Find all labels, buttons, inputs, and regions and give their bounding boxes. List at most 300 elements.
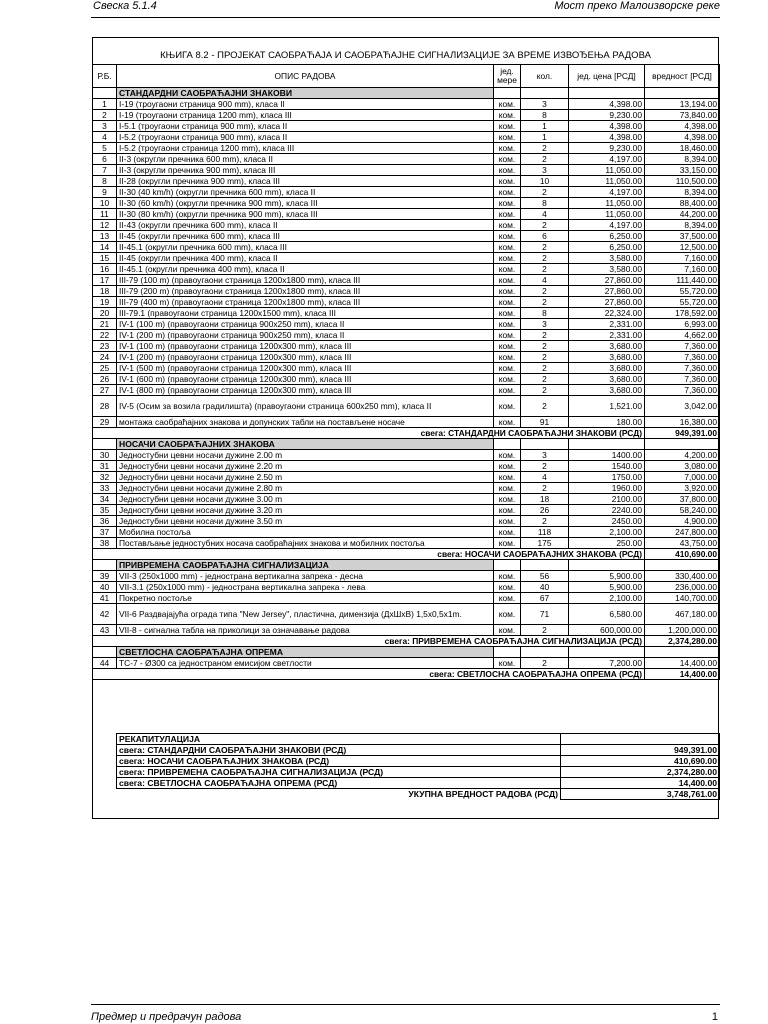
row-number: 41	[93, 593, 117, 604]
header-rule	[91, 17, 720, 18]
section-header-row	[93, 88, 720, 99]
row-quantity: 71	[521, 604, 569, 625]
row-quantity: 2	[521, 286, 569, 297]
section-title: НОСАЧИ САОБРАЋАЈНИХ ЗНАКОВА	[117, 439, 494, 450]
table-row	[93, 472, 720, 483]
section-sum-row	[93, 549, 720, 560]
row-number: 6	[93, 154, 117, 165]
row-description: VII-3 (250x1000 mm) - једнострана вертикална запрека - десна	[117, 571, 494, 582]
row-unit-price: 3,680.00	[569, 341, 645, 352]
row-unit-price: 250.00	[569, 538, 645, 549]
row-description: I-5.1 (троугаони страница 900 mm), класа II	[117, 121, 494, 132]
row-description: Једностубни цевни носачи дужине 2.50 m	[117, 472, 494, 483]
row-unit-price: 2450.00	[569, 516, 645, 527]
row-unit: ком.	[494, 385, 521, 396]
row-value: 3,042.00	[645, 396, 720, 417]
row-description: II-30 (40 km/h) (округли пречника 600 mm), класа II	[117, 187, 494, 198]
table-row	[93, 143, 720, 154]
recap-total-label: УКУПНА ВРЕДНОСТ РАДОВА (РСД)	[117, 789, 561, 800]
table-row	[93, 308, 720, 319]
row-value: 7,360.00	[645, 385, 720, 396]
row-description: Постављање једностубних носача саобраћајних знакова и мобилних постоља	[117, 538, 494, 549]
col-header-qty: кол.	[521, 65, 569, 88]
section-header-blank	[494, 560, 521, 571]
row-unit: ком.	[494, 352, 521, 363]
row-description: IV-1 (800 m) (правоугаони страница 1200x300 mm), класа III	[117, 385, 494, 396]
section-header-row	[93, 439, 720, 450]
row-unit: ком.	[494, 341, 521, 352]
row-quantity: 3	[521, 99, 569, 110]
row-description: III-79 (100 m) (правоугаони страница 1200x1800 mm), класа III	[117, 275, 494, 286]
row-quantity: 2	[521, 658, 569, 669]
row-unit: ком.	[494, 253, 521, 264]
table-row	[93, 582, 720, 593]
col-header-desc: ОПИС РАДОВА	[117, 65, 494, 88]
row-unit: ком.	[494, 286, 521, 297]
row-quantity: 2	[521, 352, 569, 363]
row-unit-price: 1540.00	[569, 461, 645, 472]
row-number: 26	[93, 374, 117, 385]
row-description: III-79 (200 m) (правоугаони страница 1200x1800 mm), класа III	[117, 286, 494, 297]
row-number: 43	[93, 625, 117, 636]
row-unit-price: 6,250.00	[569, 242, 645, 253]
table-row	[93, 319, 720, 330]
row-unit-price: 9,230.00	[569, 110, 645, 121]
row-value: 330,400.00	[645, 571, 720, 582]
row-value: 58,240.00	[645, 505, 720, 516]
row-unit-price: 11,050.00	[569, 198, 645, 209]
recap-value: 949,391.00	[561, 745, 720, 756]
row-quantity: 118	[521, 527, 569, 538]
row-value: 7,360.00	[645, 341, 720, 352]
row-number: 36	[93, 516, 117, 527]
row-description: Једностубни цевни носачи дужине 3.50 m	[117, 516, 494, 527]
row-value: 247,800.00	[645, 527, 720, 538]
row-unit-price: 3,580.00	[569, 264, 645, 275]
section-sum-label: свега: ПРИВРЕМЕНА САОБРАЋАЈНА СИГНАЛИЗАЦИЈА (РСД)	[93, 636, 645, 647]
table-row	[93, 275, 720, 286]
section-header-blank	[569, 647, 645, 658]
row-number: 44	[93, 658, 117, 669]
row-quantity: 2	[521, 143, 569, 154]
table-row	[93, 99, 720, 110]
row-quantity: 2	[521, 461, 569, 472]
row-description: I-19 (троугаони страница 1200 mm), класа III	[117, 110, 494, 121]
section-header-blank	[521, 560, 569, 571]
row-number: 8	[93, 176, 117, 187]
row-number: 16	[93, 264, 117, 275]
table-row	[93, 253, 720, 264]
section-header-blank	[494, 88, 521, 99]
row-unit: ком.	[494, 99, 521, 110]
row-unit-price: 3,680.00	[569, 363, 645, 374]
row-unit: ком.	[494, 604, 521, 625]
row-number: 11	[93, 209, 117, 220]
row-description: II-30 (80 km/h) (округли пречника 900 mm), класа III	[117, 209, 494, 220]
table-row	[93, 231, 720, 242]
row-quantity: 2	[521, 187, 569, 198]
col-header-price: јед. цена [РСД]	[569, 65, 645, 88]
row-unit-price: 4,398.00	[569, 121, 645, 132]
row-quantity: 4	[521, 472, 569, 483]
row-number: 32	[93, 472, 117, 483]
row-number: 17	[93, 275, 117, 286]
recap-total-row	[117, 789, 720, 800]
section-header-blank	[569, 439, 645, 450]
section-title: ПРИВРЕМЕНА САОБРАЋАЈНА СИГНАЛИЗАЦИЈА	[117, 560, 494, 571]
row-description: II-45 (округли пречника 400 mm), класа II	[117, 253, 494, 264]
section-header-blank	[494, 439, 521, 450]
row-description: VII-6 Раздвајајућа ограда типа "New Jersey", пластична, димензија (ДxШxВ) 1,5x0,5x1m.	[117, 604, 494, 625]
row-description: IV-1 (200 m) (правоугаони страница 1200x300 mm), класа III	[117, 352, 494, 363]
row-number: 42	[93, 604, 117, 625]
row-number: 31	[93, 461, 117, 472]
recap-table	[116, 733, 720, 800]
row-unit-price: 3,680.00	[569, 374, 645, 385]
table-row	[93, 220, 720, 231]
row-value: 110,500.00	[645, 176, 720, 187]
table-row	[93, 571, 720, 582]
row-unit-price: 6,580.00	[569, 604, 645, 625]
table-row	[93, 110, 720, 121]
row-value: 13,194.00	[645, 99, 720, 110]
section-sum-value: 410,690.00	[645, 549, 720, 560]
row-unit-price: 2,331.00	[569, 330, 645, 341]
row-description: IV-1 (500 m) (правоугаони страница 1200x300 mm), класа III	[117, 363, 494, 374]
table-row	[93, 209, 720, 220]
row-unit-price: 6,250.00	[569, 231, 645, 242]
row-number: 3	[93, 121, 117, 132]
row-unit: ком.	[494, 593, 521, 604]
table-row	[93, 198, 720, 209]
row-quantity: 2	[521, 220, 569, 231]
row-quantity: 2	[521, 297, 569, 308]
row-value: 88,400.00	[645, 198, 720, 209]
table-row	[93, 516, 720, 527]
row-quantity: 56	[521, 571, 569, 582]
recap-row	[117, 756, 720, 767]
row-quantity: 3	[521, 165, 569, 176]
row-unit: ком.	[494, 374, 521, 385]
row-description: IV-1 (100 m) (правоугаони страница 900x250 mm), класа II	[117, 319, 494, 330]
row-value: 73,840.00	[645, 110, 720, 121]
row-unit: ком.	[494, 461, 521, 472]
row-value: 33,150.00	[645, 165, 720, 176]
row-quantity: 26	[521, 505, 569, 516]
row-description: Мобилна постоља	[117, 527, 494, 538]
table-row	[93, 385, 720, 396]
row-quantity: 175	[521, 538, 569, 549]
section-sum-label: свега: СВЕТЛОСНА САОБРАЋАЈНА ОПРЕМА (РСД)	[93, 669, 645, 680]
row-number: 22	[93, 330, 117, 341]
footer-rule	[91, 1004, 720, 1005]
row-unit: ком.	[494, 538, 521, 549]
recap-title-blank	[561, 734, 720, 745]
row-number: 25	[93, 363, 117, 374]
recap-label: свега: СВЕТЛОСНА САОБРАЋАЈНА ОПРЕМА (РСД)	[117, 778, 561, 789]
header-left: Свеска 5.1.4	[93, 0, 157, 12]
row-quantity: 40	[521, 582, 569, 593]
table-row	[93, 363, 720, 374]
row-number: 33	[93, 483, 117, 494]
row-value: 8,394.00	[645, 187, 720, 198]
row-description: III-79.1 (правоугаони страница 1200x1500 mm), класа III	[117, 308, 494, 319]
row-unit-price: 9,230.00	[569, 143, 645, 154]
row-description: VII-8 - сигнална табла на приколици за означавање радова	[117, 625, 494, 636]
section-header-row	[93, 560, 720, 571]
row-description: Покретно постоље	[117, 593, 494, 604]
table-row	[93, 165, 720, 176]
row-unit: ком.	[494, 264, 521, 275]
page-number: 1	[711, 1011, 718, 1023]
row-quantity: 2	[521, 264, 569, 275]
row-quantity: 2	[521, 341, 569, 352]
row-unit-price: 5,900.00	[569, 582, 645, 593]
row-quantity: 2	[521, 330, 569, 341]
row-unit: ком.	[494, 625, 521, 636]
row-number: 23	[93, 341, 117, 352]
recap-value: 14,400.00	[561, 778, 720, 789]
row-quantity: 3	[521, 319, 569, 330]
row-value: 6,993.00	[645, 319, 720, 330]
row-unit-price: 7,200.00	[569, 658, 645, 669]
table-row	[93, 297, 720, 308]
row-description: IV-1 (600 m) (правоугаони страница 1200x300 mm), класа III	[117, 374, 494, 385]
row-description: II-3 (округли пречника 900 mm), класа III	[117, 165, 494, 176]
row-unit-price: 1750.00	[569, 472, 645, 483]
section-header-blank	[569, 88, 645, 99]
row-description: II-45.1 (округли пречника 400 mm), класа II	[117, 264, 494, 275]
row-description: IV-1 (200 m) (правоугаони страница 900x250 mm), класа II	[117, 330, 494, 341]
row-number: 13	[93, 231, 117, 242]
page-title: КЊИГА 8.2 - ПРОЈЕКАТ САОБРАЋАЈА И САОБРАЋАЈНЕ СИГНАЛИЗАЦИЈЕ ЗА ВРЕМЕ ИЗВОЂЕЊА РАДОВА	[160, 50, 651, 61]
row-unit: ком.	[494, 505, 521, 516]
table-row	[93, 604, 720, 625]
row-quantity: 2	[521, 625, 569, 636]
section-header-blank	[645, 560, 720, 571]
section-title: СВЕТЛОСНА САОБРАЋАЈНА ОПРЕМА	[117, 647, 494, 658]
section-header-blank	[645, 88, 720, 99]
table-row	[93, 264, 720, 275]
row-value: 7,360.00	[645, 352, 720, 363]
row-unit: ком.	[494, 483, 521, 494]
section-header-blank	[645, 439, 720, 450]
col-header-value: вредност [РСД]	[645, 65, 720, 88]
row-description: IV-5 (Осим за возила градилишта) (правоугаони страница 600x250 mm), класа II	[117, 396, 494, 417]
row-number: 29	[93, 417, 117, 428]
row-value: 4,398.00	[645, 121, 720, 132]
row-unit: ком.	[494, 220, 521, 231]
row-number: 20	[93, 308, 117, 319]
row-unit-price: 4,197.00	[569, 220, 645, 231]
table-row	[93, 483, 720, 494]
recap-label: свега: СТАНДАРДНИ САОБРАЋАЈНИ ЗНАКОВИ (РСД)	[117, 745, 561, 756]
row-number: 7	[93, 165, 117, 176]
row-unit: ком.	[494, 132, 521, 143]
row-description: III-79 (400 m) (правоугаони страница 1200x1800 mm), класа III	[117, 297, 494, 308]
col-header-rb: Р.Б.	[93, 65, 117, 88]
table-row	[93, 374, 720, 385]
section-header-blank	[93, 88, 117, 99]
row-number: 40	[93, 582, 117, 593]
row-number: 4	[93, 132, 117, 143]
row-description: I-19 (троугаони страница 900 mm), класа II	[117, 99, 494, 110]
row-unit-price: 11,050.00	[569, 176, 645, 187]
row-unit-price: 4,197.00	[569, 187, 645, 198]
row-unit-price: 1960.00	[569, 483, 645, 494]
table-row	[93, 505, 720, 516]
section-header-blank	[521, 88, 569, 99]
row-description: Једностубни цевни носачи дужине 3.00 m	[117, 494, 494, 505]
row-unit: ком.	[494, 658, 521, 669]
row-unit-price: 2,100.00	[569, 593, 645, 604]
row-quantity: 6	[521, 231, 569, 242]
row-number: 39	[93, 571, 117, 582]
table-row	[93, 527, 720, 538]
row-quantity: 8	[521, 308, 569, 319]
section-sum-row	[93, 669, 720, 680]
row-unit-price: 27,860.00	[569, 275, 645, 286]
table-row	[93, 461, 720, 472]
row-quantity: 4	[521, 209, 569, 220]
row-number: 5	[93, 143, 117, 154]
row-quantity: 2	[521, 374, 569, 385]
table-row	[93, 625, 720, 636]
table-row	[93, 450, 720, 461]
row-value: 7,000.00	[645, 472, 720, 483]
row-quantity: 4	[521, 275, 569, 286]
row-value: 4,398.00	[645, 132, 720, 143]
row-unit-price: 5,900.00	[569, 571, 645, 582]
section-header-row	[93, 647, 720, 658]
row-unit-price: 600,000.00	[569, 625, 645, 636]
row-value: 467,180.00	[645, 604, 720, 625]
row-unit: ком.	[494, 582, 521, 593]
row-unit-price: 2100.00	[569, 494, 645, 505]
row-unit: ком.	[494, 319, 521, 330]
table-row	[93, 242, 720, 253]
row-unit-price: 3,680.00	[569, 385, 645, 396]
section-header-blank	[93, 647, 117, 658]
row-unit: ком.	[494, 516, 521, 527]
row-number: 38	[93, 538, 117, 549]
row-unit: ком.	[494, 396, 521, 417]
section-sum-label: свега: НОСАЧИ САОБРАЋАЈНИХ ЗНАКОВА (РСД)	[93, 549, 645, 560]
row-unit: ком.	[494, 198, 521, 209]
header-right: Мост преко Малоизворске реке	[554, 0, 720, 12]
row-description: Једностубни цевни носачи дужине 2.00 m	[117, 450, 494, 461]
row-number: 1	[93, 99, 117, 110]
row-quantity: 2	[521, 242, 569, 253]
row-unit: ком.	[494, 165, 521, 176]
row-quantity: 67	[521, 593, 569, 604]
row-value: 8,394.00	[645, 220, 720, 231]
row-quantity: 18	[521, 494, 569, 505]
recap-title: РЕКАПИТУЛАЦИЈА	[117, 734, 561, 745]
row-unit-price: 4,398.00	[569, 99, 645, 110]
table-row	[93, 187, 720, 198]
row-value: 43,750.00	[645, 538, 720, 549]
row-description: IV-1 (100 m) (правоугаони страница 1200x300 mm), класа III	[117, 341, 494, 352]
row-quantity: 1	[521, 132, 569, 143]
row-unit-price: 2,331.00	[569, 319, 645, 330]
row-description: II-45 (округли пречника 600 mm), класа III	[117, 231, 494, 242]
row-unit-price: 2240.00	[569, 505, 645, 516]
row-unit-price: 3,580.00	[569, 253, 645, 264]
row-description: TC-7 - Ø300 са једностраном емисијом светлости	[117, 658, 494, 669]
row-unit-price: 4,398.00	[569, 132, 645, 143]
cost-table	[92, 64, 720, 680]
row-value: 44,200.00	[645, 209, 720, 220]
section-header-blank	[645, 647, 720, 658]
row-quantity: 10	[521, 176, 569, 187]
row-quantity: 8	[521, 198, 569, 209]
row-number: 15	[93, 253, 117, 264]
row-unit: ком.	[494, 231, 521, 242]
section-header-blank	[521, 647, 569, 658]
table-row	[93, 341, 720, 352]
row-unit-price: 2,100.00	[569, 527, 645, 538]
table-row	[93, 396, 720, 417]
section-header-blank	[93, 439, 117, 450]
row-value: 8,394.00	[645, 154, 720, 165]
row-value: 55,720.00	[645, 297, 720, 308]
row-quantity: 2	[521, 396, 569, 417]
row-unit-price: 1,521.00	[569, 396, 645, 417]
row-value: 7,160.00	[645, 264, 720, 275]
row-unit-price: 1400.00	[569, 450, 645, 461]
row-quantity: 2	[521, 385, 569, 396]
row-number: 30	[93, 450, 117, 461]
recap-value: 2,374,280.00	[561, 767, 720, 778]
recap-title-row	[117, 734, 720, 745]
row-number: 19	[93, 297, 117, 308]
row-unit-price: 180.00	[569, 417, 645, 428]
row-unit: ком.	[494, 154, 521, 165]
row-value: 111,440.00	[645, 275, 720, 286]
row-number: 14	[93, 242, 117, 253]
row-description: II-30 (60 km/h) (округли пречника 900 mm), класа III	[117, 198, 494, 209]
row-unit-price: 11,050.00	[569, 209, 645, 220]
row-number: 2	[93, 110, 117, 121]
row-description: Једностубни цевни носачи дужине 2.80 m	[117, 483, 494, 494]
row-value: 7,160.00	[645, 253, 720, 264]
row-unit: ком.	[494, 121, 521, 132]
row-value: 7,360.00	[645, 363, 720, 374]
row-unit: ком.	[494, 297, 521, 308]
row-value: 7,360.00	[645, 374, 720, 385]
table-row	[93, 494, 720, 505]
row-value: 16,380.00	[645, 417, 720, 428]
recap-total-value: 3,748,761.00	[561, 789, 720, 800]
recap-label: свега: НОСАЧИ САОБРАЋАЈНИХ ЗНАКОВА (РСД)	[117, 756, 561, 767]
row-quantity: 3	[521, 450, 569, 461]
section-sum-label: свега: СТАНДАРДНИ САОБРАЋАЈНИ ЗНАКОВИ (РСД)	[93, 428, 645, 439]
row-unit: ком.	[494, 187, 521, 198]
table-row	[93, 352, 720, 363]
row-quantity: 2	[521, 154, 569, 165]
row-description: II-28 (округли пречника 900 mm), класа III	[117, 176, 494, 187]
recap-value: 410,690.00	[561, 756, 720, 767]
row-value: 37,800.00	[645, 494, 720, 505]
row-description: II-43 (округли пречника 600 mm), класа II	[117, 220, 494, 231]
row-number: 21	[93, 319, 117, 330]
row-unit: ком.	[494, 494, 521, 505]
row-number: 27	[93, 385, 117, 396]
row-value: 4,662.00	[645, 330, 720, 341]
section-sum-value: 949,391.00	[645, 428, 720, 439]
row-number: 37	[93, 527, 117, 538]
